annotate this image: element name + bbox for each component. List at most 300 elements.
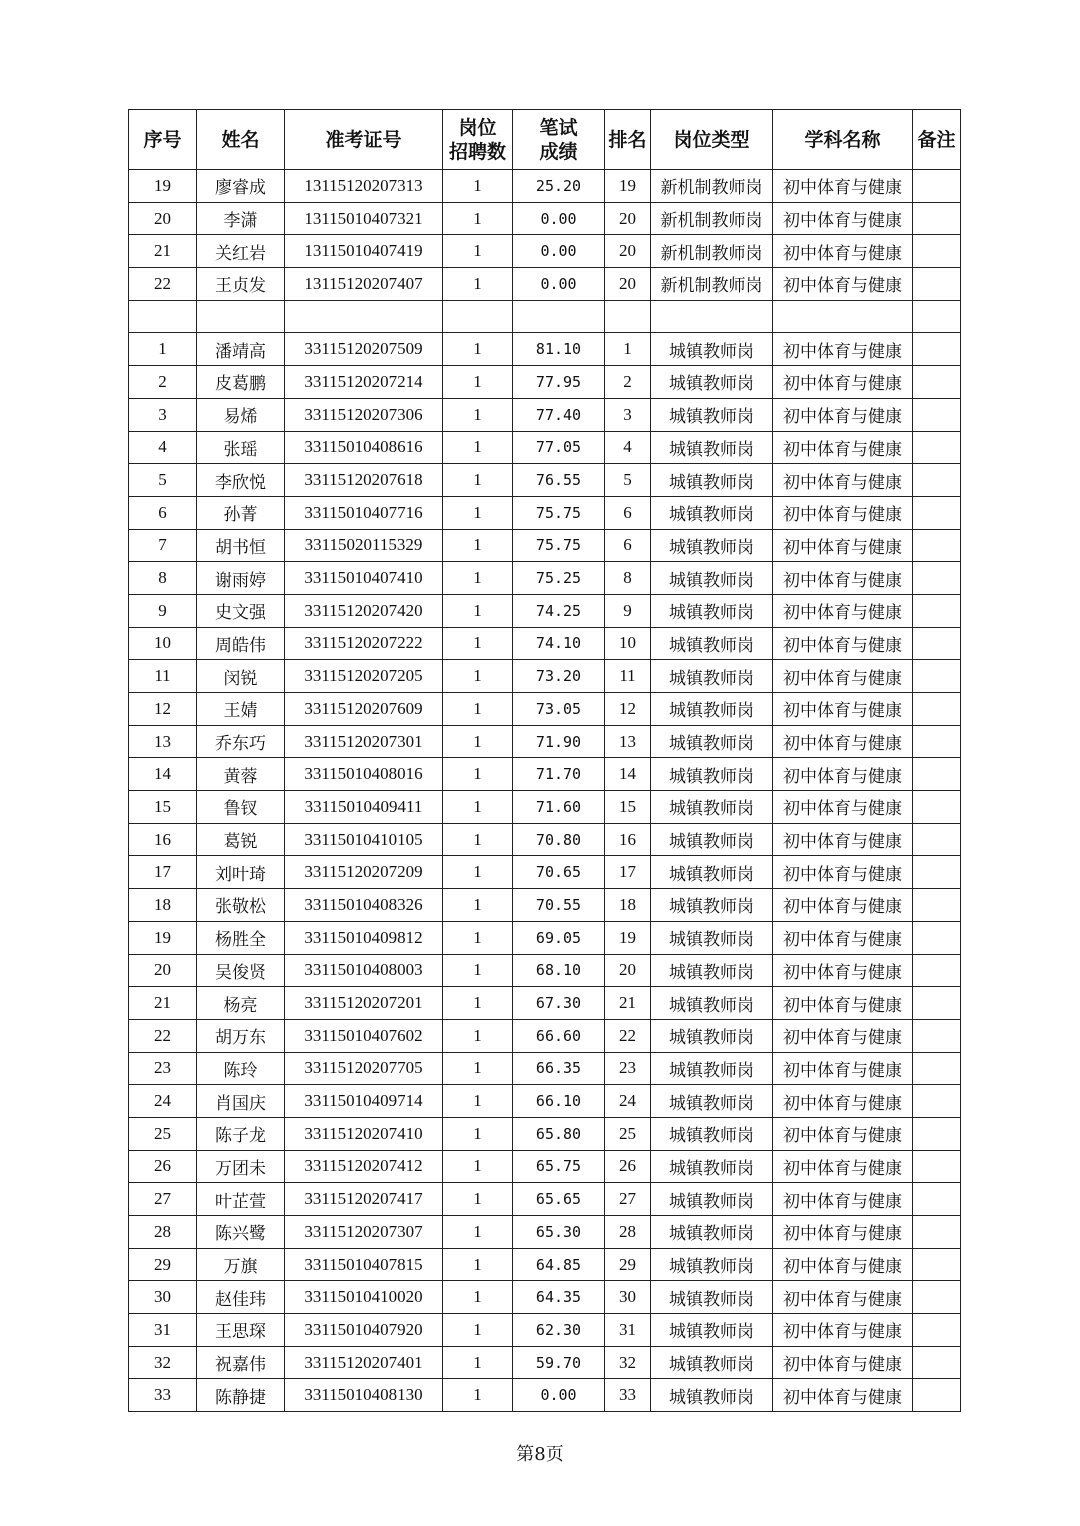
cell-position-type: 城镇教师岗	[651, 1379, 773, 1412]
cell-subject: 初中体育与健康	[773, 954, 913, 987]
cell-written-score: 70.55	[513, 889, 605, 922]
cell-position-type: 城镇教师岗	[651, 464, 773, 497]
cell-seq	[129, 300, 197, 333]
cell-written-score: 70.65	[513, 856, 605, 889]
cell-remarks	[913, 202, 961, 235]
cell-position-type: 城镇教师岗	[651, 889, 773, 922]
cell-subject: 初中体育与健康	[773, 202, 913, 235]
cell-position-type: 城镇教师岗	[651, 366, 773, 399]
cell-written-score: 74.25	[513, 594, 605, 627]
table-row	[129, 921, 961, 954]
cell-position-type: 城镇教师岗	[651, 758, 773, 791]
cell-positions: 1	[443, 889, 513, 922]
cell-positions: 1	[443, 954, 513, 987]
cell-positions: 1	[443, 987, 513, 1020]
cell-written-score: 62.30	[513, 1314, 605, 1347]
cell-subject: 初中体育与健康	[773, 1314, 913, 1347]
cell-rank: 10	[605, 627, 651, 660]
table-row	[129, 529, 961, 562]
cell-positions: 1	[443, 529, 513, 562]
cell-positions	[443, 300, 513, 333]
table-row	[129, 889, 961, 922]
cell-remarks	[913, 235, 961, 268]
cell-name: 王思琛	[197, 1314, 285, 1347]
cell-written-score: 75.25	[513, 562, 605, 595]
cell-seq: 23	[129, 1052, 197, 1085]
cell-subject: 初中体育与健康	[773, 1052, 913, 1085]
cell-written-score: 70.80	[513, 823, 605, 856]
cell-name: 张瑶	[197, 431, 285, 464]
table-row	[129, 1216, 961, 1249]
table-row	[129, 758, 961, 791]
cell-name: 陈静捷	[197, 1379, 285, 1412]
cell-position-type: 新机制教师岗	[651, 202, 773, 235]
cell-rank: 23	[605, 1052, 651, 1085]
cell-subject: 初中体育与健康	[773, 725, 913, 758]
cell-written-score: 66.10	[513, 1085, 605, 1118]
cell-name: 关红岩	[197, 235, 285, 268]
cell-name: 李欣悦	[197, 464, 285, 497]
cell-position-type: 城镇教师岗	[651, 627, 773, 660]
cell-rank: 20	[605, 954, 651, 987]
cell-rank: 24	[605, 1085, 651, 1118]
cell-positions: 1	[443, 202, 513, 235]
cell-name: 杨胜全	[197, 921, 285, 954]
cell-written-score: 65.30	[513, 1216, 605, 1249]
table-row	[129, 1183, 961, 1216]
cell-remarks	[913, 856, 961, 889]
cell-positions: 1	[443, 366, 513, 399]
cell-positions: 1	[443, 1052, 513, 1085]
cell-rank: 11	[605, 660, 651, 693]
cell-seq: 6	[129, 496, 197, 529]
header-written-score: 笔试 成绩	[513, 110, 605, 170]
cell-position-type: 城镇教师岗	[651, 954, 773, 987]
cell-positions: 1	[443, 823, 513, 856]
cell-name: 王贞发	[197, 268, 285, 301]
cell-position-type: 城镇教师岗	[651, 562, 773, 595]
cell-remarks	[913, 1281, 961, 1314]
cell-written-score: 65.75	[513, 1150, 605, 1183]
cell-exam-id	[285, 300, 443, 333]
cell-rank: 29	[605, 1248, 651, 1281]
cell-position-type: 城镇教师岗	[651, 660, 773, 693]
cell-name: 廖睿成	[197, 170, 285, 203]
cell-position-type: 城镇教师岗	[651, 529, 773, 562]
cell-name: 易烯	[197, 398, 285, 431]
table-row	[129, 398, 961, 431]
cell-position-type: 城镇教师岗	[651, 333, 773, 366]
table-row	[129, 1085, 961, 1118]
cell-remarks	[913, 366, 961, 399]
cell-exam-id: 33115120207412	[285, 1150, 443, 1183]
cell-name: 赵佳玮	[197, 1281, 285, 1314]
cell-position-type	[651, 300, 773, 333]
cell-remarks	[913, 1183, 961, 1216]
cell-remarks	[913, 398, 961, 431]
cell-exam-id: 13115120207313	[285, 170, 443, 203]
header-rank: 排名	[605, 110, 651, 170]
cell-positions: 1	[443, 431, 513, 464]
header-row	[129, 110, 961, 170]
cell-position-type: 城镇教师岗	[651, 1183, 773, 1216]
cell-written-score: 0.00	[513, 202, 605, 235]
cell-written-score	[513, 300, 605, 333]
cell-written-score: 0.00	[513, 1379, 605, 1412]
cell-seq: 9	[129, 594, 197, 627]
cell-rank: 4	[605, 431, 651, 464]
cell-seq: 8	[129, 562, 197, 595]
cell-subject: 初中体育与健康	[773, 170, 913, 203]
cell-remarks	[913, 562, 961, 595]
cell-rank	[605, 300, 651, 333]
cell-positions: 1	[443, 758, 513, 791]
table-row	[129, 202, 961, 235]
cell-exam-id: 33115010408003	[285, 954, 443, 987]
table-row	[129, 170, 961, 203]
cell-name: 陈子龙	[197, 1117, 285, 1150]
cell-rank: 22	[605, 1019, 651, 1052]
cell-rank: 17	[605, 856, 651, 889]
cell-subject: 初中体育与健康	[773, 889, 913, 922]
cell-exam-id: 33115010410020	[285, 1281, 443, 1314]
cell-rank: 13	[605, 725, 651, 758]
cell-remarks	[913, 921, 961, 954]
cell-written-score: 25.20	[513, 170, 605, 203]
cell-seq: 16	[129, 823, 197, 856]
cell-subject: 初中体育与健康	[773, 758, 913, 791]
table-row	[129, 627, 961, 660]
cell-positions: 1	[443, 170, 513, 203]
cell-exam-id: 33115120207609	[285, 693, 443, 726]
cell-rank: 9	[605, 594, 651, 627]
cell-seq: 25	[129, 1117, 197, 1150]
cell-written-score: 0.00	[513, 235, 605, 268]
cell-rank: 31	[605, 1314, 651, 1347]
cell-name	[197, 300, 285, 333]
cell-remarks	[913, 1216, 961, 1249]
cell-written-score: 71.70	[513, 758, 605, 791]
cell-written-score: 64.35	[513, 1281, 605, 1314]
cell-name: 陈玲	[197, 1052, 285, 1085]
cell-subject: 初中体育与健康	[773, 1216, 913, 1249]
cell-name: 祝嘉伟	[197, 1346, 285, 1379]
cell-rank: 27	[605, 1183, 651, 1216]
cell-positions: 1	[443, 496, 513, 529]
cell-seq: 7	[129, 529, 197, 562]
cell-name: 叶芷萱	[197, 1183, 285, 1216]
cell-positions: 1	[443, 333, 513, 366]
cell-subject: 初中体育与健康	[773, 693, 913, 726]
cell-rank: 20	[605, 202, 651, 235]
cell-exam-id: 33115010407716	[285, 496, 443, 529]
cell-exam-id: 33115010408616	[285, 431, 443, 464]
cell-positions: 1	[443, 1150, 513, 1183]
cell-positions: 1	[443, 1314, 513, 1347]
header-subject: 学科名称	[773, 110, 913, 170]
cell-positions: 1	[443, 1346, 513, 1379]
cell-seq: 3	[129, 398, 197, 431]
cell-seq: 18	[129, 889, 197, 922]
cell-seq: 13	[129, 725, 197, 758]
cell-exam-id: 33115010408130	[285, 1379, 443, 1412]
cell-seq: 12	[129, 693, 197, 726]
cell-subject: 初中体育与健康	[773, 529, 913, 562]
cell-positions: 1	[443, 562, 513, 595]
cell-seq: 20	[129, 954, 197, 987]
cell-remarks	[913, 1248, 961, 1281]
cell-rank: 28	[605, 1216, 651, 1249]
cell-exam-id: 33115120207306	[285, 398, 443, 431]
cell-name: 史文强	[197, 594, 285, 627]
cell-seq: 33	[129, 1379, 197, 1412]
cell-remarks	[913, 889, 961, 922]
table-row	[129, 1052, 961, 1085]
cell-written-score: 65.80	[513, 1117, 605, 1150]
cell-subject: 初中体育与健康	[773, 1183, 913, 1216]
cell-position-type: 城镇教师岗	[651, 1281, 773, 1314]
cell-rank: 15	[605, 791, 651, 824]
cell-seq: 32	[129, 1346, 197, 1379]
cell-exam-id: 13115010407321	[285, 202, 443, 235]
table-row	[129, 1019, 961, 1052]
cell-seq: 21	[129, 987, 197, 1020]
cell-exam-id: 33115010407920	[285, 1314, 443, 1347]
table-row	[129, 464, 961, 497]
cell-rank: 19	[605, 170, 651, 203]
cell-written-score: 64.85	[513, 1248, 605, 1281]
cell-subject: 初中体育与健康	[773, 235, 913, 268]
cell-name: 杨亮	[197, 987, 285, 1020]
cell-name: 万团未	[197, 1150, 285, 1183]
cell-seq: 15	[129, 791, 197, 824]
cell-rank: 2	[605, 366, 651, 399]
cell-subject: 初中体育与健康	[773, 431, 913, 464]
cell-positions: 1	[443, 268, 513, 301]
cell-remarks	[913, 660, 961, 693]
cell-exam-id: 33115120207705	[285, 1052, 443, 1085]
cell-position-type: 城镇教师岗	[651, 1150, 773, 1183]
cell-written-score: 66.35	[513, 1052, 605, 1085]
cell-position-type: 城镇教师岗	[651, 1216, 773, 1249]
cell-seq: 31	[129, 1314, 197, 1347]
cell-subject: 初中体育与健康	[773, 562, 913, 595]
cell-position-type: 城镇教师岗	[651, 1019, 773, 1052]
cell-written-score: 77.95	[513, 366, 605, 399]
cell-seq: 22	[129, 268, 197, 301]
cell-rank: 1	[605, 333, 651, 366]
cell-name: 闵锐	[197, 660, 285, 693]
cell-subject: 初中体育与健康	[773, 496, 913, 529]
cell-position-type: 新机制教师岗	[651, 170, 773, 203]
cell-name: 谢雨婷	[197, 562, 285, 595]
cell-written-score: 67.30	[513, 987, 605, 1020]
cell-name: 刘叶琦	[197, 856, 285, 889]
cell-exam-id: 13115010407419	[285, 235, 443, 268]
cell-exam-id: 33115120207205	[285, 660, 443, 693]
cell-written-score: 0.00	[513, 268, 605, 301]
cell-subject: 初中体育与健康	[773, 1085, 913, 1118]
cell-name: 潘靖高	[197, 333, 285, 366]
cell-name: 肖国庆	[197, 1085, 285, 1118]
cell-seq: 30	[129, 1281, 197, 1314]
cell-name: 万旗	[197, 1248, 285, 1281]
table-row	[129, 1314, 961, 1347]
cell-position-type: 城镇教师岗	[651, 496, 773, 529]
cell-subject: 初中体育与健康	[773, 398, 913, 431]
table-row	[129, 693, 961, 726]
cell-written-score: 77.05	[513, 431, 605, 464]
cell-rank: 12	[605, 693, 651, 726]
cell-position-type: 城镇教师岗	[651, 1248, 773, 1281]
cell-subject: 初中体育与健康	[773, 823, 913, 856]
cell-seq: 17	[129, 856, 197, 889]
cell-written-score: 73.05	[513, 693, 605, 726]
cell-positions: 1	[443, 856, 513, 889]
cell-seq: 29	[129, 1248, 197, 1281]
cell-position-type: 城镇教师岗	[651, 693, 773, 726]
cell-rank: 18	[605, 889, 651, 922]
cell-name: 乔东巧	[197, 725, 285, 758]
cell-positions: 1	[443, 594, 513, 627]
cell-seq: 10	[129, 627, 197, 660]
cell-name: 王婧	[197, 693, 285, 726]
cell-remarks	[913, 300, 961, 333]
cell-rank: 30	[605, 1281, 651, 1314]
cell-seq: 28	[129, 1216, 197, 1249]
table-row	[129, 725, 961, 758]
cell-exam-id: 33115010410105	[285, 823, 443, 856]
cell-subject: 初中体育与健康	[773, 464, 913, 497]
cell-exam-id: 33115010407815	[285, 1248, 443, 1281]
cell-written-score: 73.20	[513, 660, 605, 693]
cell-rank: 6	[605, 529, 651, 562]
cell-name: 鲁钗	[197, 791, 285, 824]
cell-position-type: 城镇教师岗	[651, 725, 773, 758]
table-row	[129, 333, 961, 366]
cell-subject: 初中体育与健康	[773, 921, 913, 954]
cell-exam-id: 33115120207420	[285, 594, 443, 627]
table-row	[129, 431, 961, 464]
cell-seq: 20	[129, 202, 197, 235]
cell-written-score: 81.10	[513, 333, 605, 366]
cell-subject: 初中体育与健康	[773, 594, 913, 627]
cell-exam-id: 33115120207209	[285, 856, 443, 889]
cell-position-type: 城镇教师岗	[651, 823, 773, 856]
cell-subject	[773, 300, 913, 333]
cell-subject: 初中体育与健康	[773, 1346, 913, 1379]
cell-name: 吴俊贤	[197, 954, 285, 987]
cell-exam-id: 33115010408016	[285, 758, 443, 791]
cell-position-type: 城镇教师岗	[651, 1346, 773, 1379]
cell-rank: 20	[605, 268, 651, 301]
cell-position-type: 城镇教师岗	[651, 1052, 773, 1085]
cell-exam-id: 33115120207222	[285, 627, 443, 660]
cell-remarks	[913, 594, 961, 627]
table-row	[129, 1346, 961, 1379]
cell-positions: 1	[443, 398, 513, 431]
page-number: 第8页	[516, 1444, 564, 1465]
cell-subject: 初中体育与健康	[773, 366, 913, 399]
cell-remarks	[913, 1150, 961, 1183]
cell-remarks	[913, 529, 961, 562]
cell-written-score: 75.75	[513, 496, 605, 529]
cell-subject: 初中体育与健康	[773, 660, 913, 693]
cell-subject: 初中体育与健康	[773, 1248, 913, 1281]
results-table	[128, 109, 961, 1412]
cell-written-score: 77.40	[513, 398, 605, 431]
cell-written-score: 68.10	[513, 954, 605, 987]
cell-exam-id: 33115120207618	[285, 464, 443, 497]
cell-subject: 初中体育与健康	[773, 627, 913, 660]
cell-written-score: 74.10	[513, 627, 605, 660]
table-row	[129, 300, 961, 333]
cell-rank: 16	[605, 823, 651, 856]
cell-exam-id: 33115010408326	[285, 889, 443, 922]
cell-position-type: 新机制教师岗	[651, 268, 773, 301]
cell-position-type: 城镇教师岗	[651, 987, 773, 1020]
cell-positions: 1	[443, 693, 513, 726]
cell-name: 陈兴鹭	[197, 1216, 285, 1249]
cell-seq: 14	[129, 758, 197, 791]
cell-written-score: 66.60	[513, 1019, 605, 1052]
cell-seq: 4	[129, 431, 197, 464]
cell-positions: 1	[443, 235, 513, 268]
cell-positions: 1	[443, 1019, 513, 1052]
cell-positions: 1	[443, 1281, 513, 1314]
cell-remarks	[913, 1314, 961, 1347]
cell-subject: 初中体育与健康	[773, 791, 913, 824]
cell-exam-id: 33115010409411	[285, 791, 443, 824]
cell-position-type: 新机制教师岗	[651, 235, 773, 268]
table-row	[129, 496, 961, 529]
cell-exam-id: 33115120207214	[285, 366, 443, 399]
cell-name: 葛锐	[197, 823, 285, 856]
cell-rank: 14	[605, 758, 651, 791]
cell-name: 皮葛鹏	[197, 366, 285, 399]
cell-name: 张敬松	[197, 889, 285, 922]
cell-exam-id: 33115120207417	[285, 1183, 443, 1216]
cell-remarks	[913, 627, 961, 660]
cell-seq: 2	[129, 366, 197, 399]
cell-name: 李潇	[197, 202, 285, 235]
cell-positions: 1	[443, 1183, 513, 1216]
table-row	[129, 791, 961, 824]
cell-subject: 初中体育与健康	[773, 1019, 913, 1052]
cell-remarks	[913, 1379, 961, 1412]
table-row	[129, 823, 961, 856]
cell-seq: 27	[129, 1183, 197, 1216]
header-seq: 序号	[129, 110, 197, 170]
table-row	[129, 856, 961, 889]
table-row	[129, 1248, 961, 1281]
cell-rank: 32	[605, 1346, 651, 1379]
cell-positions: 1	[443, 1085, 513, 1118]
cell-positions: 1	[443, 1216, 513, 1249]
cell-written-score: 71.90	[513, 725, 605, 758]
cell-positions: 1	[443, 1248, 513, 1281]
cell-rank: 20	[605, 235, 651, 268]
cell-subject: 初中体育与健康	[773, 856, 913, 889]
cell-seq: 19	[129, 170, 197, 203]
table-row	[129, 594, 961, 627]
cell-exam-id: 33115120207307	[285, 1216, 443, 1249]
cell-remarks	[913, 431, 961, 464]
cell-position-type: 城镇教师岗	[651, 921, 773, 954]
cell-position-type: 城镇教师岗	[651, 594, 773, 627]
cell-exam-id: 13115120207407	[285, 268, 443, 301]
cell-subject: 初中体育与健康	[773, 333, 913, 366]
